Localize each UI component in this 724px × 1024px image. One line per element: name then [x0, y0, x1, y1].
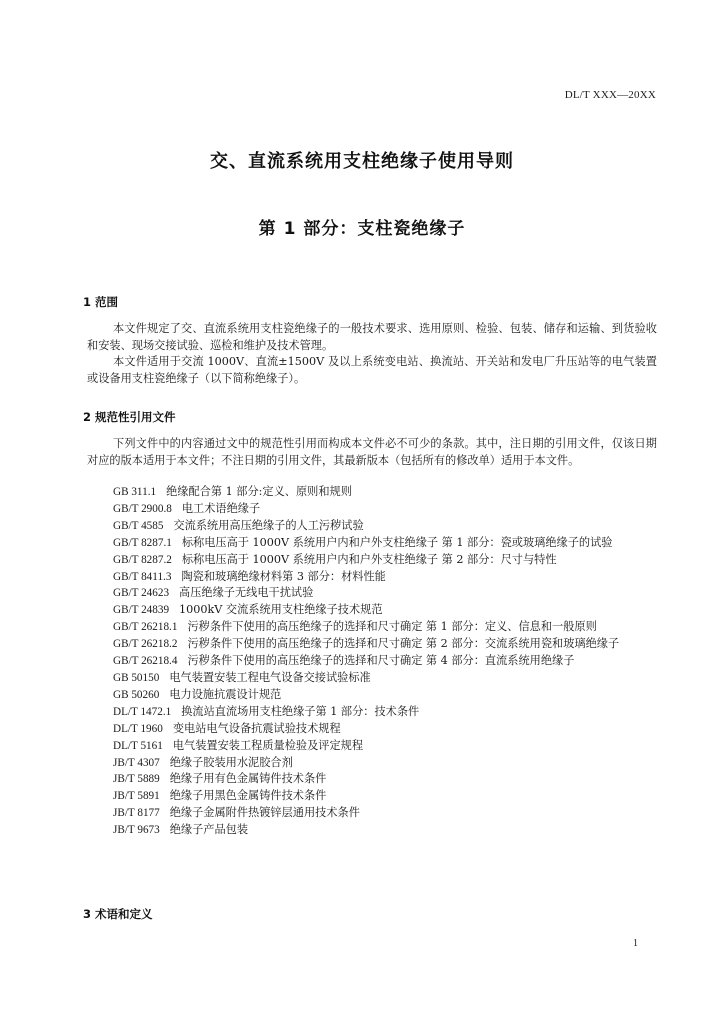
reference-code: GB/T 8287.2: [113, 553, 172, 566]
reference-item: [87, 805, 657, 822]
reference-code: GB/T 8411.3: [113, 570, 172, 583]
reference-code: JB/T 5891: [113, 790, 160, 803]
reference-title: 电工术语绝缘子: [181, 501, 261, 515]
reference-code: JB/T 4307: [113, 756, 160, 769]
reference-title: 污秽条件下使用的高压绝缘子的选择和尺寸确定 第 1 部分：定义、信息和一般原则: [187, 620, 597, 634]
reference-item: [87, 653, 657, 670]
reference-item: [87, 738, 657, 755]
reference-item: [87, 501, 657, 518]
reference-item: [87, 687, 657, 704]
reference-item: [87, 788, 657, 805]
reference-code: DL/T 1960: [113, 722, 163, 735]
reference-title: 绝缘子胶装用水泥胶合剂: [169, 755, 293, 769]
reference-code: GB/T 26218.4: [113, 655, 178, 668]
reference-item: [87, 755, 657, 772]
reference-item: [87, 585, 657, 602]
reference-code: GB/T 26218.2: [113, 638, 178, 651]
page-number: 1: [633, 938, 638, 949]
reference-code: GB/T 4585: [113, 519, 164, 532]
section-heading-terms: 3 术语和定义: [83, 907, 153, 921]
reference-title: 电力设施抗震设计规范: [169, 687, 282, 701]
reference-item: [87, 518, 657, 535]
reference-item: [87, 721, 657, 738]
reference-title: 绝缘子金属附件热镀锌层通用技术条件: [169, 806, 360, 820]
reference-item: [87, 535, 657, 552]
reference-item: [87, 619, 657, 636]
references-intro: 下列文件中的内容通过文中的规范性引用而构成本文件必不可少的条款。其中，注日期的引用文件，仅该日期对应的版本适用于本文件；不注日期的引用文件，其最新版本（包括所有的修改单）适用于本文件。: [87, 437, 657, 467]
document-code: DL/T XXX—20XX: [564, 89, 656, 101]
reference-title: 绝缘子用黑色金属铸件技术条件: [169, 789, 327, 803]
reference-code: DL/T 5161: [113, 739, 163, 752]
reference-code: JB/T 5889: [113, 773, 160, 786]
reference-code: JB/T 8177: [113, 807, 160, 820]
reference-item: [87, 636, 657, 653]
reference-code: GB/T 26218.1: [113, 621, 178, 634]
reference-list: [87, 484, 657, 839]
scope-paragraph-2: 本文件适用于交流 1000V、直流±1500V 及以上系统变电站、换流站、开关站和发电厂升压站等的电气装置或设备用支柱瓷绝缘子（以下简称绝缘子）。: [87, 355, 657, 385]
reference-code: GB 50150: [113, 671, 160, 684]
reference-code: GB/T 8287.1: [113, 536, 172, 549]
scope-paragraph-1: 本文件规定了交、直流系统用支柱瓷绝缘子的一般技术要求、选用原则、检验、包装、储存和运输、到货验收和安装、现场交接试验、巡检和维护及技术管理。: [87, 322, 657, 352]
section-heading-references: 2 规范性引用文件: [83, 410, 176, 424]
section-heading-scope: 1 范围: [83, 295, 119, 309]
reference-item: [87, 602, 657, 619]
reference-title: 陶瓷和玻璃绝缘材料第 3 部分：材料性能: [181, 569, 386, 583]
reference-title: 绝缘子用有色金属铸件技术条件: [169, 772, 327, 786]
reference-code: JB/T 9673: [113, 824, 160, 837]
reference-title: 1000kV 交流系统用支柱绝缘子技术规范: [179, 603, 383, 617]
reference-title: 交流系统用高压绝缘子的人工污秽试验: [173, 518, 364, 532]
reference-item: [87, 552, 657, 569]
reference-title: 高压绝缘子无线电干扰试验: [179, 586, 314, 600]
reference-title: 绝缘子产品包装: [169, 823, 249, 837]
reference-item: [87, 822, 657, 839]
reference-code: GB 311.1: [113, 486, 157, 498]
reference-title: 变电站电气设备抗震试验技术规程: [172, 721, 341, 735]
reference-code: DL/T 1472.1: [113, 705, 172, 718]
reference-title: 绝缘配合第 1 部分:定义、原则和规则: [166, 485, 352, 498]
reference-code: GB/T 24623: [113, 587, 170, 600]
reference-title: 标称电压高于 1000V 系统用户内和户外支柱绝缘子 第 1 部分：瓷或玻璃绝缘子的试验: [181, 535, 613, 549]
reference-title: 换流站直流场用支柱绝缘子第 1 部分：技术条件: [181, 704, 420, 718]
reference-code: GB/T 24839: [113, 604, 170, 617]
document-title: 交、直流系统用支柱绝缘子使用导则: [210, 151, 514, 172]
reference-item: [87, 569, 657, 586]
reference-item: [87, 704, 657, 721]
reference-title: 污秽条件下使用的高压绝缘子的选择和尺寸确定 第 4 部分：直流系统用绝缘子: [187, 654, 575, 668]
reference-item: [87, 771, 657, 788]
reference-title: 污秽条件下使用的高压绝缘子的选择和尺寸确定 第 2 部分：交流系统用瓷和玻璃绝缘子: [187, 637, 620, 651]
reference-title: 电气装置安装工程电气设备交接试验标准: [169, 670, 371, 684]
reference-title: 电气装置安装工程质量检验及评定规程: [172, 738, 364, 752]
reference-item: [87, 484, 657, 501]
document-part-title: 第 1 部分：支柱瓷绝缘子: [258, 219, 466, 239]
reference-item: [87, 670, 657, 687]
reference-title: 标称电压高于 1000V 系统用户内和户外支柱绝缘子 第 2 部分：尺寸与特性: [181, 552, 557, 566]
reference-code: GB/T 2900.8: [113, 502, 172, 515]
reference-code: GB 50260: [113, 688, 160, 701]
